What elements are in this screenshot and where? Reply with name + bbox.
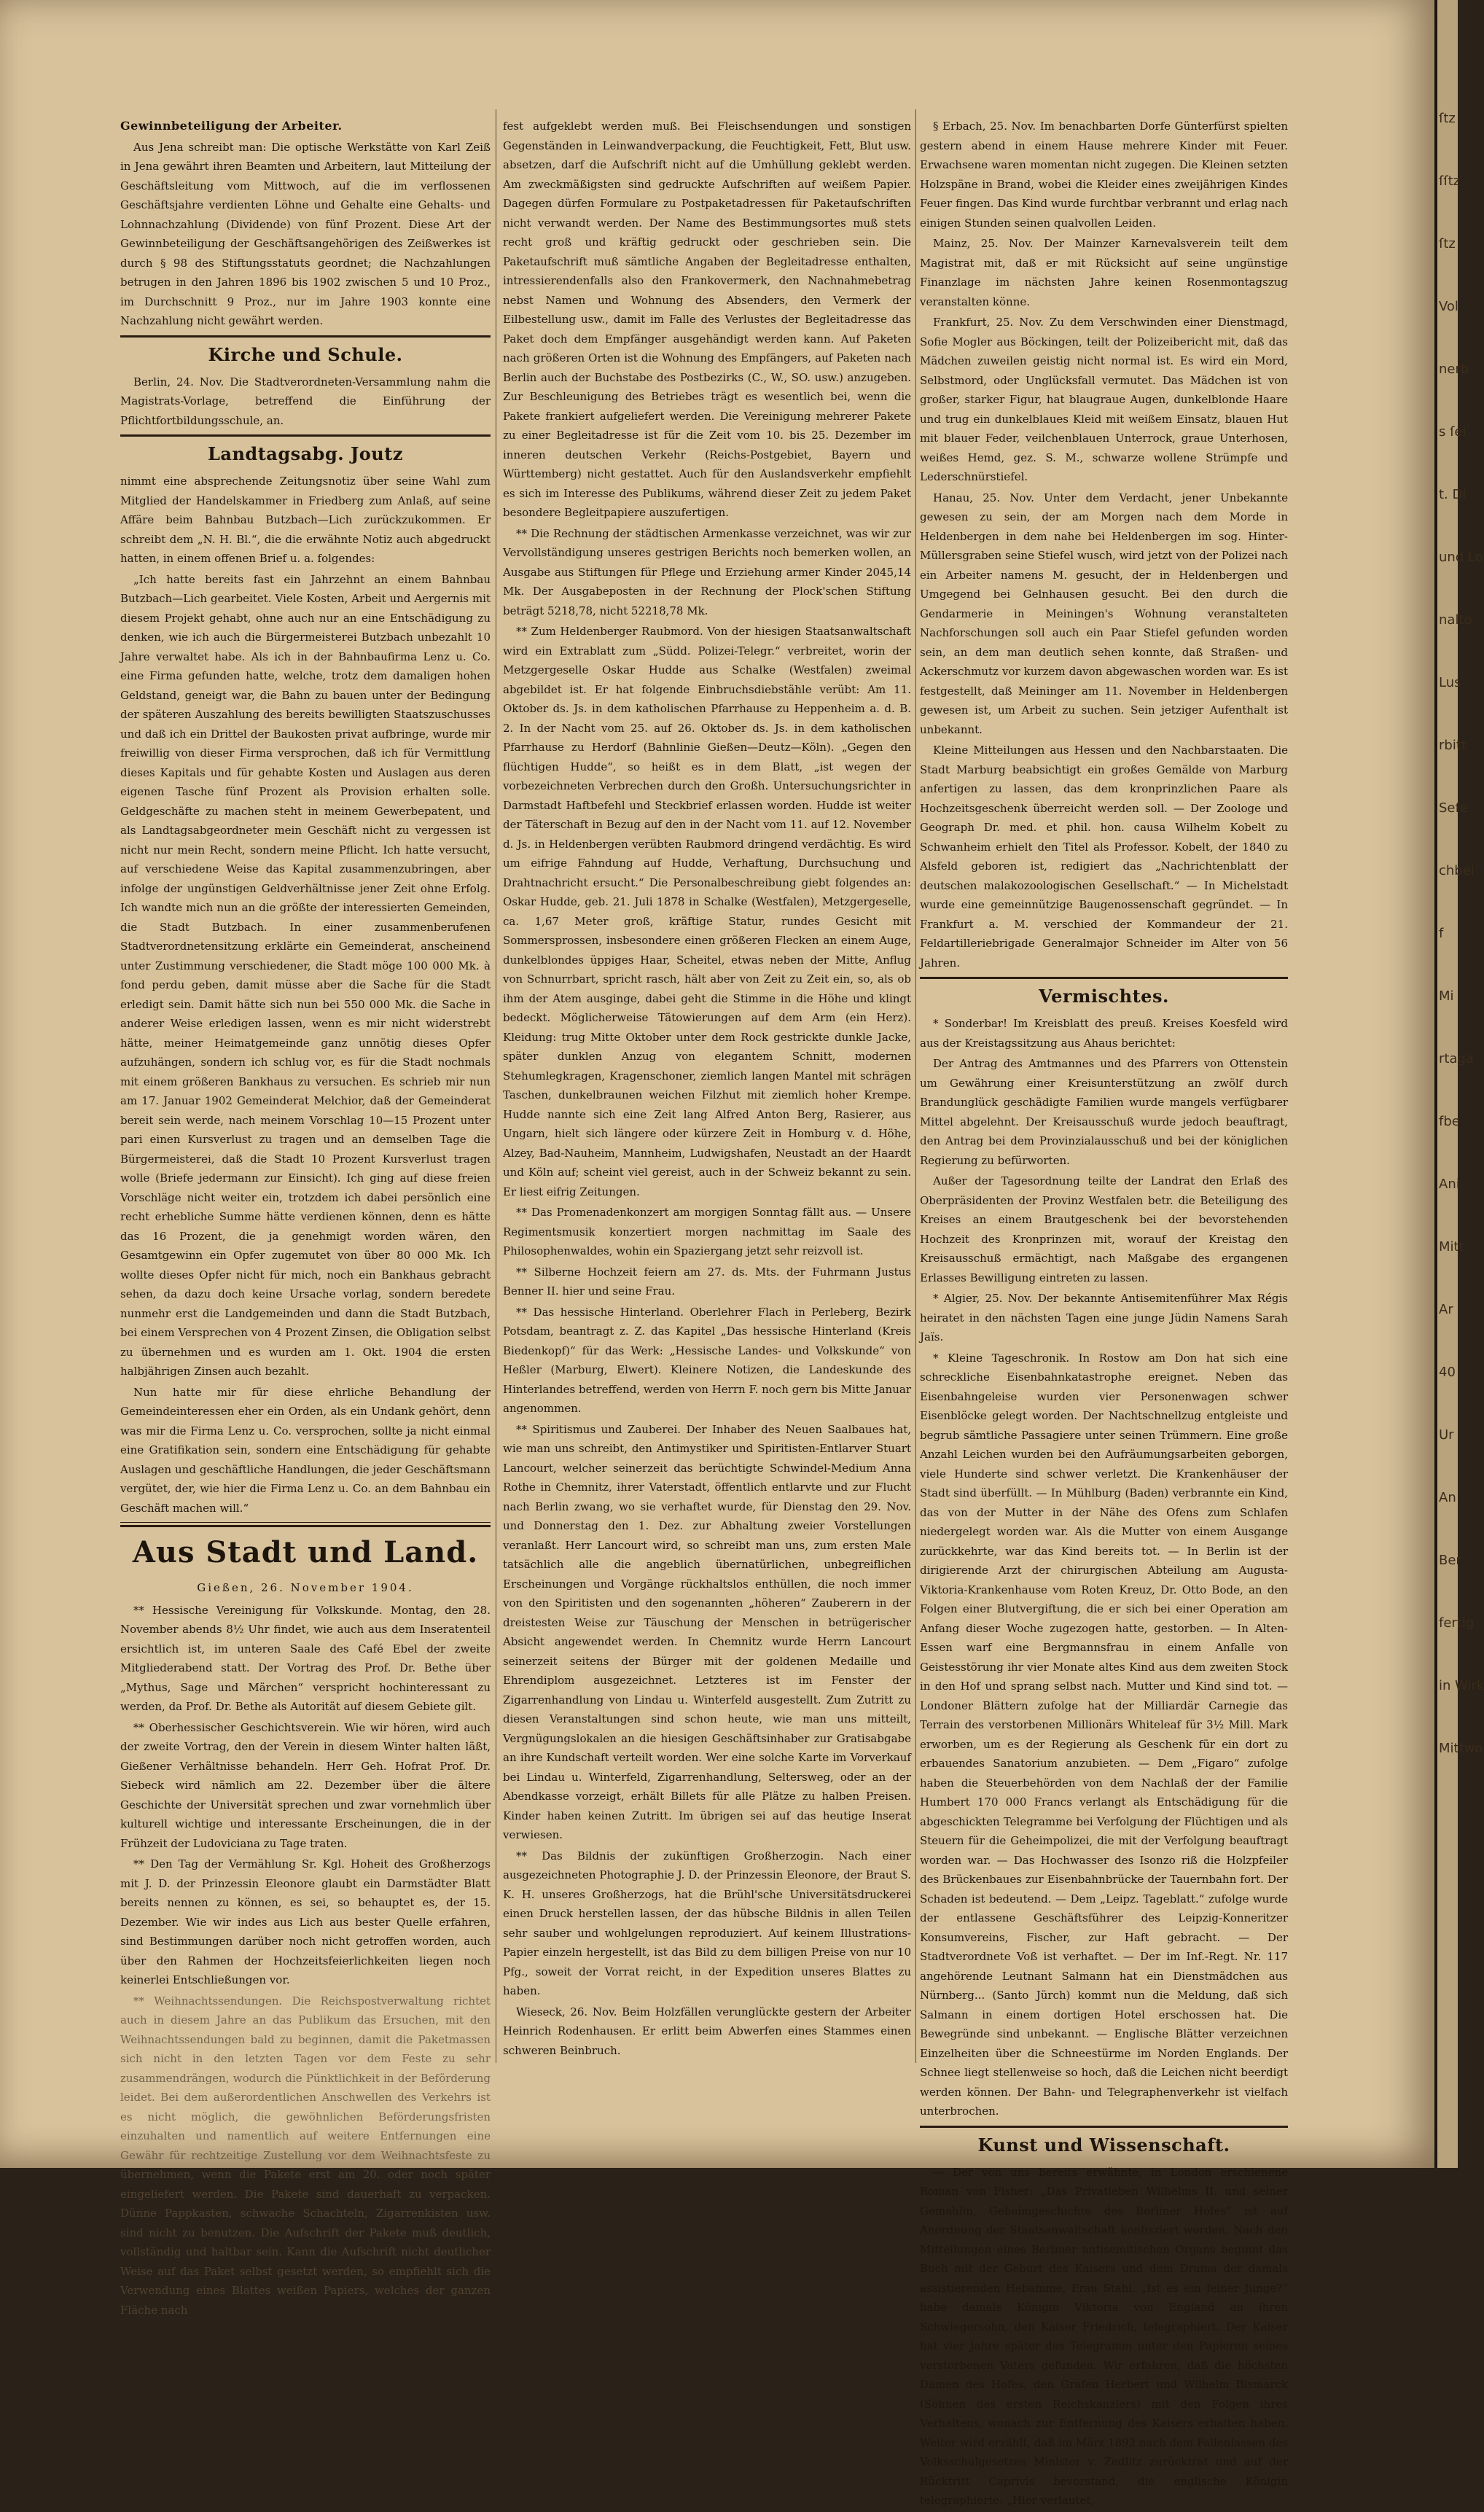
next-page-fragment: Ar	[1439, 1302, 1453, 1317]
article-text: Der Antrag des Amtmannes und des Pfarrers von Ottenstein um Gewährung einer Kreisunterstützung an zwölf durch Brandunglück geschädigte Familien wurde mangels verfügbarer Mittel abgelehnt. Der Kreisausschuß wurde jedoch beauftragt, den Antrag bei dem Provinzialausschuß und bei der königlichen Regierung zu befürworten.	[920, 1057, 1288, 1167]
column-divider	[915, 109, 916, 2063]
section-heading-kunst: Kunst und Wissenschaft.	[977, 2134, 1230, 2156]
article-text: Kleine Mitteilungen aus Hessen und den Nachbarstaaten. Die Stadt Marburg beabsichtigt ein großes Gemälde von Marburg anfertigen zu lassen, das dem kronprinzlichen Paare als Hochzeitsgeschenk überreicht werden soll. — Der Zoologe und Geograph Dr. med. et phil. hon. causa Wilhelm Kobelt zu Schwanheim erhielt den Titel als Professor. Kobelt, der 1840 zu Alsfeld geboren ist, redigiert das „Nachrichtenblatt der deutschen malakozoologischen Gesellschaft.“ — In Michelstadt wurde eine gemeinnützige Baugenossenschaft gegründet. — In Frankfurt a. M. verschied der Kommandeur der 21. Feldartilleriebrigade Generalmajor Schneider im Alter von 56 Jahren.	[920, 744, 1288, 970]
article-text: ** Weihnachtssendungen. Die Reichspostverwaltung richtet auch in diesem Jahre an das Publikum das Ersuchen, mit den Weihnachtssendungen bald zu beginnen, damit die Paketmassen sich nicht in den letzten Tagen vor dem Feste zu sehr zusammendrängen, wodurch die Pünktlichkeit in der Beförderung leidet. Bei dem außerordentlichen Anschwellen des Verkehrs ist es nicht möglich, die gewöhnlichen Beförderungsfristen einzuhalten und namentlich auf weitere Entfernungen eine Gewähr für rechtzeitige Zustellung vor dem Weihnachtsfeste zu übernehmen, wenn die Pakete erst am 20. oder noch später eingeliefert werden. Die Pakete sind dauerhaft zu verpacken. Dünne Pappkasten, schwache Schachteln, Zigarrenkisten usw. sind nicht zu benutzen. Die Aufschrift der Pakete muß deutlich, vollständig und haltbar sein. Kann die Aufschrift nicht deutlicher Weise auf das Paket selbst gesetzt werden, so empfiehlt sich die Verwendung eines Blattes weißen Papiers, welches der ganzen Fläche nach	[120, 1994, 491, 2317]
next-page-fragment: in Wirk	[1439, 1678, 1484, 1693]
article-text: Wieseck, 26. Nov. Beim Holzfällen verunglückte gestern der Arbeiter Heinrich Rodenhausen. Er erlitt beim Abwerfen eines Stammes einen schweren Beinbruch.	[503, 2005, 911, 2057]
section-heading-stadt: Aus Stadt und Land.	[132, 1535, 479, 1569]
article-text: ** Hessische Vereinigung für Volkskunde. Montag, den 28. November abends 8½ Uhr findet, wie auch aus dem Inseratenteil ersichtlich ist, im unteren Saale des Café Ebel der zweite Mitgliederabend statt. Der Vortrag des Prof. Dr. Bethe über „Mythus, Sage und Märchen“ verspricht hochinteressant zu werden, da Prof. Dr. Bethe als Autorität auf diesem Gebiete gilt.	[120, 1603, 491, 1713]
next-page-fragment: Vol	[1439, 299, 1458, 314]
next-page-fragment: Seſe	[1439, 800, 1468, 816]
next-page-fragment: Lus	[1439, 675, 1461, 690]
article-heading: Gewinnbeteiligung der Arbeiter.	[120, 119, 343, 133]
next-page-fragment: Ani	[1439, 1177, 1460, 1192]
next-page-edge	[1437, 0, 1484, 2168]
article-text: ** Die Rechnung der städtischen Armenkasse verzeichnet, was wir zur Vervollständigung unseres gestrigen Berichts noch bemerken wollen, an Ausgabe aus Stiftungen für Pflege und Erziehung armer Kinder 2045,14 Mk. Der Ausgabeposten in der Rechnung der Plock'schen Stiftung beträgt 5218,78, nicht 52218,78 Mk.	[503, 526, 911, 617]
article-text: — Der von uns bereits erwähnte, in London erschienene Roman von Fisher: „Das Privatleben Wilhelms II. und seiner Gemahlin, Geheimgeschichte des Berliner Hofes“ ist auf Anordnung der Staatsanwaltschaft konfisziert worden. Nach den Mitteilungen eines Berliner antisemitischen Organs beginnt das Buch mit der Geburt des Kaisers und dem Drama der damals assistierenden Hebamme, Frau Stahl. „Ist es ein feiner Junge?“ habe damals Königin Viktoria von England an ihren Schwiegersohn, den Kaiser Friedrich, telegraphiert. Der Kaiser hat vier Jahre später das Telegramm unter den Papieren seines verstorbenen Vaters gefunden. Wir erfahren, daß die höchsten Damen des Hofes, den Grafen Herbert und Wilhelm Bismarck (Söhnen des ersten Reichskanzlers) mit den Folgen ihres Verhaltens, wonach zur Entfernung des Kaisers erhalten haben. Weiter wird erzählt, daß im März 1892 nach dem Fallenlassen des Volksschulgesetzes Minister v. Zedlitz zurücktrat und auf der Rücktritt Caprivis bevorstand, die englische Königin telegraphierte: „Hier verlautet,	[920, 2165, 1288, 2507]
article-text: Nun hatte mir für diese ehrliche Behandlung der Gemeindeinteressen eher ein Orden, als ein Undank gehört, denn was mir die Firma Lenz u. Co. versprochen, sollte ja nicht einmal eine Gratifikation sein, sondern eine Entschädigung für gehabte Auslagen und geschäftliche Handlungen, die jeder Geschäftsmann vergütet, der, wie hier die Firma Lenz u. Co. an dem Bahnbau ein Geschäft machen will.“	[120, 1385, 491, 1515]
article-text: nimmt eine absprechende Zeitungsnotiz über seine Wahl zum Mitglied der Handelskammer in Friedberg zum Anlaß, auf seine Affäre beim Bahnbau Butzbach—Lich zurückzukommen. Er schreibt dem „N. H. Bl.“, die die erwähnte Notiz auch abgedruckt hatten, in einem offenen Brief u. a. folgendes:	[120, 475, 491, 565]
column-2	[503, 117, 911, 2062]
next-page-fragment: ſtz	[1439, 236, 1456, 251]
next-page-fragment: ſſtz	[1439, 173, 1461, 189]
next-page-fragment: rbitt	[1439, 738, 1467, 753]
article-text: ** Silberne Hochzeit feiern am 27. ds. Mts. der Fuhrmann Justus Benner II. hier und seine Frau.	[503, 1265, 911, 1298]
article-text: ** Spiritismus und Zauberei. Der Inhaber des Neuen Saalbaues hat, wie man uns schreibt, den Antimystiker und Spiritisten-Entlarver Stuart Lancourt, welcher seinerzeit das berüchtigte Schwindel-Medium Anna Rothe in Chemnitz, ihrer Vaterstadt, öffentlich entlarvte und zur Flucht nach Berlin zwang, wo sie verhaftet wurde, für Dienstag den 29. Nov. und Donnerstag den 1. Dez. zur Abhaltung zweier Vorstellungen veranlaßt. Herr Lancourt wird, so schreibt man uns, zum ersten Male tatsächlich alle die angeblich übernatürlichen, unbegreiflichen Erscheinungen und Vorgänge rückhaltslos enthüllen, die noch immer von den Spiritisten und den sogenannten „höheren“ Zauberern in der dreistesten Weise zur Täuschung der Menschen in betrügerischer Absicht angewendet werden. In Chemnitz wurde Herrn Lancourt seinerzeit seitens der Bürger mit der goldenen Medaille und Ehrendiplom ausgezeichnet. Letzteres ist im Fenster der Zigarrenhandlung von Lindau u. Winterfeld ausgestellt. Zum Zutritt zu diesen Veranstaltungen sind schon heute, wie man uns mitteilt, Vergnügungslokalen an die hiesigen Geschäftsinhaber zur Gratisabgabe an ihre Kundschaft verteilt worden. Wer eine solche Karte im Vorverkauf bei Lindau u. Winterfeld, Zigarrenhandlung, Seltersweg, oder an der Abendkasse vorzeigt, erhält Billets für alle Plätze zu halben Preisen. Kinder haben keinen Zutritt. Im übrigen sei auf das heutige Inserat verwiesen.	[503, 1422, 911, 1841]
article-text: ** Zum Heldenberger Raubmord. Von der hiesigen Staatsanwaltschaft wird ein Extrablatt zum „Südd. Polizei-Telegr.“ verbreitet, worin der Metzgergeselle Oskar Hudde aus Schalke (Westfalen) zweimal abgebildet ist. Er hat folgende Einbruchsdiebstähle verübt: Am 11. Oktober ds. Js. in dem katholischen Pfarrhause zu Heppenheim a. d. B. 2. In der Nacht vom 25. auf 26. Oktober ds. Js. in dem katholischen Pfarrhause zu Herdorf (Bahnlinie Gießen—Deutz—Köln). „Gegen den flüchtigen Hudde“, so heißt es in dem Blatt, „ist wegen der vorbezeichneten Verbrechen durch den Großh. Untersuchungsrichter in Darmstadt Haftbefehl und Steckbrief erlassen worden. Hudde ist weiter der Täterschaft in Bezug auf den in der Nacht vom 11. auf 12. November d. Js. in Heldenbergen verübten Raubmord dringend verdächtig. Es wird um eifrige Fahndung auf Hudde, Verhaftung, Durchsuchung und Drahtnachricht ersucht.“ Die Personalbeschreibung giebt folgendes an: Oskar Hudde, geb. 21. Juli 1878 in Schalke (Westfalen), Metzgergeselle, ca. 1,67 Meter groß, kräftige Statur, rundes Gesicht mit Sommersprossen, insbesondere einen größeren Flecken an einem Auge, dunkelblondes üppiges Haar, Scheitel, etwas neben der Mitte, Anflug von Schnurrbart, spricht rasch, hält aber von Zeit zu Zeit ein, so, als ob ihm der Atem ausginge, dabei geht die Stimme in die Höhe und klingt bedeckt. Möglicherweise Tätowierungen auf dem Arm (ein Herz). Kleidung: trug Mitte Oktober unter dem Rock gestrickte dunkle Jacke, später dunklen Anzug von elegantem Schnitt, modernen Stehumlegkragen, Kragenschoner, ziemlich langen Mantel mit schrägen Taschen, dunkelbraunen weichen Filzhut mit ziemlich hoher Krempe. Hudde nannte sich eine Zeit lang Alfred Anton Berg, Rasierer, aus Ungarn, hielt sich längere oder kürzere Zeit in Homburg v. d. Höhe, Alzey, Bad-Nauheim, Mannheim, Ludwigshafen, Neustadt an der Haardt und Köln auf; scheint viel gereist, auch in der Schweiz bekannt zu sein. Er liest eifrig Zeitungen.	[503, 625, 911, 1198]
article-text: ** Den Tag der Vermählung Sr. Kgl. Hoheit des Großherzogs mit J. D. der Prinzessin Eleonore glaubt ein Darmstädter Blatt bereits nennen zu können, es sei, so behauptet es, der 15. Dezember. Wie wir indes aus Lich aus bester Quelle erfahren, sind Bestimmungen darüber noch nicht getroffen worden, auch über den Rahmen der Hochzeitsfeierlichkeiten liegen noch keinerlei Entschließungen vor.	[120, 1857, 491, 1986]
article-text: * Kleine Tageschronik. In Rostow am Don hat sich eine schreckliche Eisenbahnkatastrophe ereignet. Neben das Eisenbahngeleise wurden vier Personenwagen schwer Eisenblöcke gelegt worden. Der Nachtschnellzug entgleiste und begrub sämtliche Passagiere unter seinen Trümmern. Eine große Anzahl Leichen wurden bei den Aufräumungsarbeiten geborgen, viele Hunderte sind schwer verletzt. Die Krankenhäuser der Stadt sind überfüllt. — In Mühlburg (Baden) verbrannte ein Kind, das von der Mutter in der Nähe des Ofens zum Schlafen niedergelegt worden war. Als die Mutter von einem Ausgange zurückkehrte, war das Kind bereits tot. — In Berlin ist der dirigierende Arzt der chirurgischen Abteilung am Augusta-Viktoria-Krankenhause vom Roten Kreuz, Dr. Otto Bode, an den Folgen einer Blutvergiftung, die er sich bei einer Operation am Anfang dieser Woche zugezogen hatte, gestorben. — In Alten-Essen warf eine Bergmannsfrau in einem Anfalle von Geistesstörung ihr vier Monate altes Kind aus dem zweiten Stock in den Hof und sprang selbst nach. Mutter und Kind sind tot. — Londoner Blättern zufolge hat der Milliardär Carnegie das Terrain des verstorbenen Millionärs Whiteleaf für 3½ Mill. Mark erworben, um es der Regierung als Geschenk für ein dort zu erbauendes Sanatorium anzubieten. — Dem „Figaro“ zufolge haben die Steuerbehörden von dem Nachlaß der der Familie Humbert 170 000 Francs verlangt als Entschädigung für die abgeschickten Telegramme bei Verfolgung der Flüchtigen und als Steuern für die Geheimpolizei, die mit der Verfolgung beauftragt worden war. — Das Hochwasser des Isonzo riß die Holzpfeiler des Brückenbaues zur Eisenbahnbrücke der Tauernbahn fort. Der Schaden ist bedeutend. — Dem „Leipz. Tageblatt.“ zufolge wurde der entlassene Geschäftsführer des Leipzig-Konneritzer Konsumvereins, Fischer, zur Haft gebracht. — Der Stadtverordnete Voß ist verhaftet. — Der im Inf.-Regt. Nr. 117 angehörende Leutnant Salmann hat ein Dienstmädchen aus Nürnberg... (Santo Jürch) kommt nun die Meldung, daß sich Salmann in einem dortigen Hotel erschossen hat. Die Bewegründe sind unbekannt. — Englische Blätter verzeichnen Einzelheiten über die Schneestürme im Norden Englands. Der Schnee liegt stellenweise so hoch, daß die Leichen nicht beerdigt werden können. Der Bahn- und Telegraphenverkehr ist vielfach unterbrochen.	[920, 1351, 1288, 2118]
column-3	[920, 117, 1288, 2512]
article-text: § Erbach, 25. Nov. Im benachbarten Dorfe Günterfürst spielten gestern abend in einem Hause mehrere Kinder mit Feuer. Erwachsene waren momentan nicht zugegen. Die Kleinen setzten Holzspäne in Brand, wobei die Kleider eines zweijährigen Kindes Feuer fingen. Das Kind wurde furchtbar verbrannt und erlag nach einigen Stunden seinen qualvollen Leiden.	[920, 120, 1288, 230]
next-page-fragment: 40	[1439, 1365, 1456, 1380]
next-page-fragment: ſtz	[1439, 111, 1456, 126]
section-rule	[120, 434, 491, 437]
next-page-fragment: Mitt	[1439, 1239, 1464, 1255]
article-text: „Ich hatte bereits fast ein Jahrzehnt an einem Bahnbau Butzbach—Lich gearbeitet. Viele Kosten, Arbeit und Aergernis mit diesem Projekt gehabt, ohne auch nur an eine Entschädigung zu denken, wie ich auch die Bürgermeisterei Butzbach unbezahlt 10 Jahre verwaltet habe. Als ich in der Bahnbaufirma Lenz u. Co. eine Firma gefunden hatte, welche, trotz dem damaligen hohen Geldstand, geneigt war, die Bahn zu bauen unter der Bedingung der späteren Auszahlung des bereits bewilligten Staatszuschusses und daß ich ein Drittel der Baukosten privat aufbringe, wurde mir freiwillig von dieser Firma versprochen, daß ich für Vermittlung dieses Kapitals und für gehabte Kosten und Auslagen aus deren eigenen Tasche fünf Prozent als Provision erhalten solle. Geldgeschäfte zu machen steht in meinem Gewerbepatent, und als Landtagsabgeordneter mein Geschäft nicht zu vergessen ist nicht nur mein Recht, sondern meine Pflicht. Ich hatte versucht, auf verschiedene Weise das Kapital zusammenzubringen, aber infolge der ungünstigen Geldverhältnisse jener Zeit ohne Erfolg. Ich wandte mich nun an die größte der interessierten Gemeinden, die Stadt Butzbach. In einer zusammenberufenen Stadtverordnetensitzung erklärte ein Gemeinderat, anscheinend unter Zustimmung verschiedener, die Stadt möge 100 000 Mk. à fond perdu geben, damit müsse aber die Sache für die Stadt erledigt sein. Damit hätte sich nun bei 550 000 Mk. die Sache in anderer Weise erledigen lassen, wenn es mir nicht widerstrebt hätte, meiner Heimatgemeinde ganz unnötig dieses Opfer aufzuhängen, sondern ich schlug vor, es für die Stadt nochmals mit einem größeren Bankhaus zu versuchen. Es schrieb mir nun am 17. Januar 1902 Gemeinderat Melchior, daß der Gemeinderat bereit sein werde, nach meinem Vorschlag 10—15 Prozent unter pari einen Kursverlust zu tragen und an demselben Tage die Bürgermeisterei, daß die Stadt 10 Prozent Kursverlust tragen wolle (Briefe jedermann zur Einsicht). Ich ging auf diese freien Vorschläge nicht weiter ein, trotzdem ich dabei persönlich eine recht erhebliche Summe hätte verdienen können, denn es hätte das 16 Prozent, die ja genehmigt worden wären, den Gesamtgewinn ein Opfer zugemutet von über 80 000 Mk. Ich wollte dieses Opfer nicht für mich, noch ein Bankhaus gebracht sehen, da dazu doch keine Ursache vorlag, sondern beredete nunmehr erst die Landgemeinden und dann die Stadt Butzbach, bei einem Versprechen von 4 Prozent Zinsen, die Obligation selbst zu übernehmen und es wurden am 1. Okt. 1904 die ersten halbjährigen Zinsen auch bezahlt.	[120, 572, 491, 1378]
next-page-fragment: Mi	[1439, 988, 1454, 1004]
next-page-fragment: s ſei	[1439, 424, 1467, 440]
article-text: fest aufgeklebt werden muß. Bei Fleischsendungen und sonstigen Gegenständen in Leinwandverpackung, die Feuchtigkeit, Fett, Blut usw. absetzen, darf die Aufschrift nicht auf die Umhüllung geklebt werden. Am zweckmäßigsten sind gedruckte Aufschriften auf weißem Papier. Dagegen dürfen Formulare zu Postpaketadressen für Paketaufschriften nicht verwandt werden. Der Name des Bestimmungsortes muß stets recht groß und kräftig gedruckt oder geschrieben sein. Die Paketaufschrift muß sämtliche Angaben der Begleitadresse enthalten, intressierendenfalls also den Frankovermerk, den Nachnahmebetrag nebst Namen und Wohnung des Absenders, den Vermerk der Eilbestellung usw., damit im Falle des Verlustes der Begleitadresse das Paket doch dem Empfänger ausgehändigt werden kann. Auf Paketen nach größeren Orten ist die Wohnung des Empfängers, auf Paketen nach Berlin auch der Buchstabe des Postbezirks (C., W., SO. usw.) anzugeben. Zur Beschleunigung des Betriebes trägt es wesentlich bei, wenn die Pakete frankiert aufgeliefert werden. Die Vereinigung mehrerer Pakete zu einer Begleitadresse ist für die Zeit vom 10. bis 25. Dezember im inneren deutschen Verkehr (Reichs-Postgebiet, Bayern und Württemberg) nicht gestattet. Auch für den Auslandsverkehr empfiehlt es sich im Interesse des Publikums, während dieser Zeit zu jedem Paket besondere Begleitpapiere auszufertigen.	[503, 120, 911, 519]
dateline: Gießen, 26. November 1904.	[197, 1581, 414, 1594]
article-text: Mainz, 25. Nov. Der Mainzer Karnevalsverein teilt dem Magistrat mit, daß er mit Rücksicht auf seine ungünstige Finanzlage im nächsten Jahre keinen Rosenmontagszug veranstalten könne.	[920, 237, 1288, 308]
article-text: Frankfurt, 25. Nov. Zu dem Verschwinden einer Dienstmagd, Sofie Mogler aus Böckingen, teilt der Polizeibericht mit, daß das Mädchen zuweilen geistig nicht normal ist. Es wird ein Mord, Selbstmord, oder Unglücksfall vermutet. Das Mädchen ist von großer, starker Figur, hat blaugraue Augen, dunkelblonde Haare und trug ein dunkelblaues Kleid mit weißem Einsatz, blauen Hut mit blauer Feder, veilchenblauen Unterrock, graue Unterhosen, weißes Hemd, gez. S. M., schwarze wollene Strümpfe und Lederschnürstiefel.	[920, 316, 1288, 483]
article-text: ** Das hessische Hinterland. Oberlehrer Flach in Perleberg, Bezirk Potsdam, beantragt z. Z. das Kapitel „Das hessische Hinterland (Kreis Biedenkopf)“ für das Werk: „Hessische Landes- und Volkskunde“ von Heßler (Marburg, Elwert). Kleinere Notizen, die Landeskunde des Hinterlandes betreffend, werden von Herrn F. noch gern bis Mitte Januar angenommen.	[503, 1305, 911, 1415]
section-heading-landtag: Landtagsabg. Joutz	[208, 443, 403, 464]
article-text: Außer der Tagesordnung teilte der Landrat den Erlaß des Oberpräsidenten der Provinz Westfalen betr. die Beteiligung des Kreises an einem Brautgeschenk bei der bevorstehenden Hochzeit des Kronprinzen mit, worauf der Kreistag den Kreisausschuß ermächtigt, nach Maßgabe des ergangenen Erlasses Bewilligung eintreten zu lassen.	[920, 1174, 1288, 1284]
next-page-fragment: t. Di	[1439, 487, 1467, 502]
section-rule	[120, 335, 491, 338]
article-text: ** Oberhessischer Geschichtsverein. Wie wir hören, wird auch der zweite Vortrag, den der Verein in diesem Winter halten läßt, Gießener Verhältnisse behandeln. Herr Geh. Hofrat Prof. Dr. Siebeck wird nämlich am 22. Dezember über die ältere Geschichte der Universität sprechen und zwar vornehmlich über kulturell wichtige und interessante Erscheinungen, die in der Frühzeit der Ludoviciana zu Tage traten.	[120, 1720, 491, 1850]
section-rule	[920, 977, 1288, 979]
section-rule	[120, 1522, 491, 1527]
section-heading-kirche: Kirche und Schule.	[208, 343, 403, 365]
article-text: Hanau, 25. Nov. Unter dem Verdacht, jener Unbekannte gewesen zu sein, der am Morgen nach dem Morde in Heldenbergen in dem nahe bei Heldenbergen im sog. Hinter-Müllersgraben seine Stiefel wusch, wird jetzt von der Polizei nach ein Arbeiter namens M. gesucht, der in Heldenbergen und Umgegend bei Gelnhausen gesucht. Bei den durch die Gendarmerie in Meiningen's Wohnung veranstalteten Nachforschungen soll auch ein Paar Stiefel gefunden worden sein, an dem man deutlich sehen konnte, daß Straßen- und Ackerschmutz vor kurzem davon abgewaschen worden war. Es ist festgestellt, daß Meininger am 11. November in Heldenbergen gewesen ist, um Arbeit zu suchen. Sein jetziger Aufenthalt ist unbekannt.	[920, 491, 1288, 736]
next-page-fragment: An	[1439, 1490, 1456, 1505]
next-page-fragment: nerb	[1439, 362, 1469, 377]
next-page-fragment: Ber	[1439, 1553, 1461, 1568]
article-text: * Algier, 25. Nov. Der bekannte Antisemitenführer Max Régis heiratet in den nächsten Tagen eine junge Jüdin Namens Sarah Jaïs.	[920, 1292, 1288, 1343]
next-page-fragment: f	[1439, 926, 1444, 941]
next-page-fragment: fertig	[1439, 1615, 1475, 1631]
next-page-fragment: Ur	[1439, 1427, 1454, 1443]
next-page-fragment: chbei	[1439, 863, 1475, 878]
next-page-fragment: rtaga	[1439, 1051, 1474, 1066]
next-page-fragment: fbe	[1439, 1114, 1460, 1129]
section-heading-vermischtes: Vermischtes.	[1039, 986, 1169, 1007]
article-text: * Sonderbar! Im Kreisblatt des preuß. Kreises Koesfeld wird aus der Kreistagssitzung aus Ahaus berichtet:	[920, 1017, 1288, 1050]
next-page-fragment: und Lo	[1439, 550, 1483, 565]
next-page-fragment: nalto	[1439, 612, 1472, 628]
article-text: ** Das Bildnis der zukünftigen Großherzogin. Nach einer ausgezeichneten Photographie J. D. der Prinzessin Eleonore, der Braut S. K. H. unseres Großherzogs, hat die Brühl'sche Universitätsdruckerei einen Druck herstellen lassen, der das hübsche Bildnis in allen Teilen sehr sauber und wohlgelungen reproduziert. Auf keinem Illustrations-Papier einzeln hergestellt, ist das Bild zu dem billigen Preise von nur 10 Pfg., soweit der Vorrat reicht, in der Expedition unseres Blattes zu haben.	[503, 1849, 911, 1997]
column-1	[120, 117, 491, 2321]
section-rule	[920, 2126, 1288, 2128]
article-text: Aus Jena schreibt man: Die optische Werkstätte von Karl Zeiß in Jena gewährt ihren Beamten und Arbeitern, laut Mitteilung der Geschäftsleitung vom Mittwoch, auf die im verflossenen Geschäftsjahre verdienten Löhne und Gehalte eine Gehalts- und Lohnnachzahlung (Dividende) von fünf Prozent. Diese Art der Gewinnbeteiligung der Geschäftsangehörigen des Zeißwerkes ist durch § 98 des Stiftungsstatuts geordnet; die Nachzahlungen betrugen in den Jahren 1896 bis 1902 zwischen 5 und 10 Proz., im Durchschnitt 9 Proz., nur im Jahre 1903 konnte eine Nachzahlung nicht gewährt werden.	[120, 140, 491, 327]
next-page-fragment: Mittwo	[1439, 1741, 1483, 1756]
article-text: ** Das Promenadenkonzert am morgigen Sonntag fällt aus. — Unsere Regimentsmusik konzertiert morgen nachmittag im Saale des Philosophenwaldes, wohin ein Spaziergang jetzt sehr reizvoll ist.	[503, 1206, 911, 1257]
article-text: Berlin, 24. Nov. Die Stadtverordneten-Versammlung nahm die Magistrats-Vorlage, betreffend die Einführung der Pflichtfortbildungsschule, an.	[120, 375, 491, 427]
